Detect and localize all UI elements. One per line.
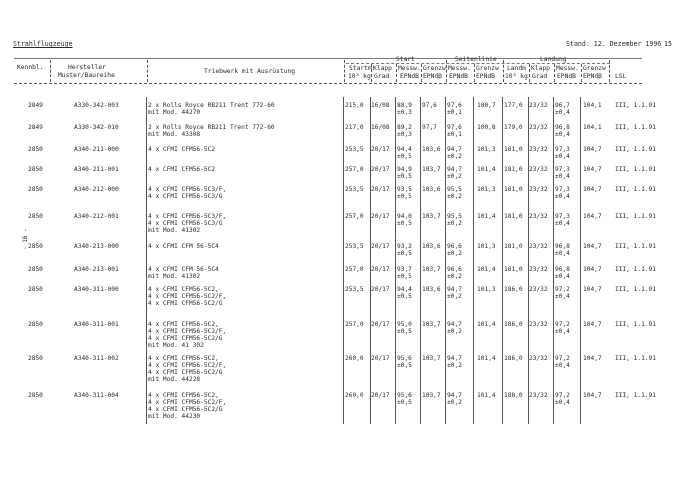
cell-muster: A340-311-002 (74, 355, 119, 362)
cell-klapp: 20/17 (371, 166, 390, 173)
cell-s-grenzw: 103,6 (422, 243, 441, 250)
cell-l-messw: 96,8 (555, 243, 570, 250)
hdr-divider (474, 64, 475, 82)
cell-l-tol: ±0,4 (555, 131, 570, 138)
cell-s-tol: ±0,3 (397, 109, 412, 116)
cell-triebwerk-line: 4 x CFMI CFM56-5C2, (148, 321, 219, 328)
cell-sl-messw: 94,7 (447, 286, 462, 293)
cell-s-tol: ±0,5 (397, 293, 412, 300)
cell-l-klapp: 23/32 (529, 321, 548, 328)
cell-sl-messw: 95,5 (447, 213, 462, 220)
col-hersteller-1: Hersteller (68, 64, 106, 71)
cell-lsl: III, 1.1.91 (615, 321, 656, 328)
col-triebwerk: Triebwerk mit Ausrüstung (204, 68, 295, 75)
cell-startm: 217,0 (345, 124, 364, 131)
cell-startm: 260,0 (345, 355, 364, 362)
cell-s-grenzw: 103,7 (422, 166, 441, 173)
header-bottom-rule (14, 83, 642, 84)
cell-s-tol: ±0,5 (397, 328, 412, 335)
cell-triebwerk-line: 4 x CFMI CFM56-5C3/F, (148, 186, 227, 193)
cell-sl-messw: 94,7 (447, 321, 462, 328)
cell-muster: A340-213-001 (74, 266, 119, 273)
cell-triebwerk-line: 4 x CFMI CFM56-5C2, (148, 355, 219, 362)
cell-s-messw: 93,7 (397, 266, 412, 273)
cell-s-tol: ±0,5 (397, 173, 412, 180)
cell-l-grenzw: 104,1 (583, 102, 602, 109)
cell-sl-grenzw: 101,4 (477, 213, 496, 220)
cell-sl-messw: 96,6 (447, 243, 462, 250)
cell-s-messw: 94,4 (397, 146, 412, 153)
col-lsl: LSL (615, 73, 627, 80)
cell-s-grenzw: 103,6 (422, 186, 441, 193)
cell-triebwerk-line: mit Mod. 41302 (148, 273, 201, 280)
cell-sl-messw: 94,7 (447, 392, 462, 399)
cell-startm: 257,0 (345, 166, 364, 173)
cell-kennbl: 2850 (28, 186, 43, 193)
cell-l-grenzw: 104,7 (583, 355, 602, 362)
cell-s-tol: ±0,5 (397, 273, 412, 280)
cell-l-tol: ±0,4 (555, 328, 570, 335)
cell-sl-messw: 94,7 (447, 355, 462, 362)
cell-triebwerk-line: mit Mod. 41302 (148, 227, 201, 234)
cell-sl-tol: ±0,2 (447, 362, 462, 369)
col-klapp-1: Klapp (373, 65, 392, 72)
cell-l-messw: 97,3 (555, 146, 570, 153)
cell-kennbl: 2850 (28, 266, 43, 273)
cell-s-grenzw: 103,7 (422, 392, 441, 399)
cell-triebwerk-line: 4 x CFMI CFM56-5C3/F, (148, 213, 227, 220)
cell-s-grenzw: 103,6 (422, 146, 441, 153)
cell-kennbl: 2850 (28, 286, 43, 293)
page-number: 15 (664, 40, 672, 48)
cell-l-klapp: 23/32 (529, 146, 548, 153)
hdr-divider (529, 64, 530, 82)
cell-kennbl: 2850 (28, 392, 43, 399)
cell-sl-grenzw: 100,8 (477, 124, 496, 131)
cell-l-grenzw: 104,7 (583, 243, 602, 250)
cell-l-messw: 97,3 (555, 186, 570, 193)
cell-l-tol: ±0,4 (555, 193, 570, 200)
cell-klapp: 20/17 (371, 213, 390, 220)
cell-sl-tol: ±0,2 (447, 173, 462, 180)
body-rule-startm (343, 97, 344, 424)
page-title: Strahlflugzeuge (13, 40, 73, 48)
cell-lsl: III, 1.1.91 (615, 146, 656, 153)
hdr-divider (371, 64, 372, 82)
body-rule-s-messw (395, 97, 396, 424)
body-rule-triebwerk (146, 97, 147, 424)
cell-triebwerk-line: 4 x CFMI CFM56-5C2/F, (148, 362, 227, 369)
cell-triebwerk-line: 4 x CFMI CFM56-5C2, (148, 286, 219, 293)
cell-lsl: III, 1.1.91 (615, 355, 656, 362)
cell-s-messw: 94,9 (397, 166, 412, 173)
cell-l-messw: 96,8 (555, 266, 570, 273)
cell-s-tol: ±0,5 (397, 399, 412, 406)
cell-muster: A340-213-000 (74, 243, 119, 250)
cell-muster: A340-212-001 (74, 213, 119, 220)
cell-l-grenzw: 104,7 (583, 266, 602, 273)
cell-landm: 181,0 (504, 213, 523, 220)
cell-l-messw: 97,2 (555, 286, 570, 293)
cell-landm: 188,0 (504, 392, 523, 399)
col-l-messw-2: EPNdB (557, 73, 576, 80)
cell-startm: 257,0 (345, 213, 364, 220)
cell-s-tol: ±0,5 (397, 362, 412, 369)
cell-l-grenzw: 104,7 (583, 392, 602, 399)
cell-landm: 181,0 (504, 166, 523, 173)
hdr-divider (446, 60, 447, 82)
cell-muster: A340-211-000 (74, 146, 119, 153)
cell-l-grenzw: 104,7 (583, 186, 602, 193)
cell-sl-messw: 97,6 (447, 102, 462, 109)
cell-startm: 253,5 (345, 146, 364, 153)
cell-landm: 177,0 (504, 102, 523, 109)
col-startm-2: 10³ kg (348, 73, 371, 80)
col-sl-messw-2: EPNdB (449, 73, 468, 80)
cell-l-messw: 96,7 (555, 102, 570, 109)
col-klapp-2: Grad (374, 73, 390, 80)
cell-lsl: III, 1.1.91 (615, 286, 656, 293)
cell-startm: 257,0 (345, 266, 364, 273)
group-start: Start (396, 56, 415, 63)
col-sl-grenzw-1: Grenzw (476, 65, 499, 72)
cell-l-grenzw: 104,1 (583, 124, 602, 131)
cell-l-klapp: 23/32 (529, 124, 548, 131)
cell-s-grenzw: 97,6 (422, 102, 437, 109)
cell-l-grenzw: 104,7 (583, 146, 602, 153)
body-rule-l-messw (553, 97, 554, 424)
cell-triebwerk-line: 4 x CFMI CFM56-5C3/G (148, 193, 223, 200)
col-sl-grenzw-2: EPNdB (476, 73, 495, 80)
cell-landm: 181,0 (504, 266, 523, 273)
cell-triebwerk-line: 2 x Rolls Royce RB211 Trent 772-60 (148, 124, 275, 131)
col-s-messw-1: Messw. (398, 65, 421, 72)
cell-startm: 260,0 (345, 392, 364, 399)
cell-sl-tol: ±0,2 (447, 328, 462, 335)
cell-sl-grenzw: 101,4 (477, 266, 496, 273)
cell-sl-grenzw: 101,4 (477, 355, 496, 362)
cell-sl-grenzw: 101,4 (477, 392, 496, 399)
col-landm-1: Landm (507, 65, 526, 72)
cell-klapp: 20/17 (371, 321, 390, 328)
cell-s-grenzw: 103,7 (422, 213, 441, 220)
cell-l-tol: ±0,4 (555, 250, 570, 257)
cell-s-messw: 95,6 (397, 392, 412, 399)
cell-s-grenzw: 103,7 (422, 266, 441, 273)
cell-l-klapp: 23/32 (529, 243, 548, 250)
cell-muster: A340-311-004 (74, 392, 119, 399)
cell-sl-tol: ±0,2 (447, 273, 462, 280)
cell-kennbl: 2849 (28, 102, 43, 109)
cell-klapp: 16/08 (371, 102, 390, 109)
col-hersteller-2: Muster/Baureihe (58, 72, 115, 79)
cell-l-klapp: 23/32 (529, 266, 548, 273)
cell-l-messw: 97,3 (555, 166, 570, 173)
cell-lsl: III, 1.1.91 (615, 213, 656, 220)
cell-s-tol: ±0,5 (397, 193, 412, 200)
cell-klapp: 20/17 (371, 286, 390, 293)
col-s-messw-2: EPNdB (400, 73, 419, 80)
cell-klapp: 20/17 (371, 146, 390, 153)
cell-l-klapp: 23/32 (529, 392, 548, 399)
cell-l-klapp: 23/32 (529, 166, 548, 173)
body-rule-sl-grenzw (473, 97, 474, 424)
cell-s-grenzw: 103,6 (422, 286, 441, 293)
hdr-divider (503, 60, 504, 82)
cell-sl-tol: ±0,2 (447, 293, 462, 300)
cell-sl-grenzw: 100,7 (477, 102, 496, 109)
cell-triebwerk-line: 4 x CFMI CFM56-5C2/F, (148, 399, 227, 406)
col-l-messw-1: Messw. (556, 65, 579, 72)
col-l-grenzw-1: Grenzw (583, 65, 606, 72)
cell-triebwerk-line: mit Mod. 41 302 (148, 342, 204, 349)
col-l-klapp-2: Grad (532, 73, 548, 80)
body-rule-l-grenzw (580, 97, 581, 424)
cell-triebwerk-line: mit Mod. 44230 (148, 413, 201, 420)
cell-lsl: III, 1.1.91 (615, 266, 656, 273)
cell-sl-grenzw: 101,3 (477, 146, 496, 153)
cell-landm: 181,0 (504, 146, 523, 153)
cell-triebwerk-line: 4 x CFMI CFM56-5C2, (148, 392, 219, 399)
cell-triebwerk-line: 4 x CFMI CFM56-5C2/F, (148, 293, 227, 300)
cell-lsl: III, 1.1.91 (615, 166, 656, 173)
col-l-klapp-1: Klapp (531, 65, 550, 72)
cell-triebwerk-line: 4 x CFMI CFM56-5C3/G (148, 220, 223, 227)
cell-klapp: 20/17 (371, 392, 390, 399)
cell-sl-messw: 95,5 (447, 186, 462, 193)
cell-s-messw: 88,9 (397, 102, 412, 109)
cell-muster: A340-311-000 (74, 286, 119, 293)
cell-triebwerk-line: 4 x CFMI CFM56-5C2 (148, 146, 216, 153)
cell-l-klapp: 23/32 (529, 102, 548, 109)
cell-s-messw: 94,4 (397, 286, 412, 293)
col-startm-1: Startm (349, 65, 372, 72)
cell-triebwerk-line: 4 x CFMI CFM 56-5C4 (148, 266, 219, 273)
cell-triebwerk-line: 4 x CFMI CFM56-5C2/G (148, 406, 223, 413)
cell-landm: 179,0 (504, 124, 523, 131)
cell-s-grenzw: 97,7 (422, 124, 437, 131)
cell-l-grenzw: 104,7 (583, 321, 602, 328)
cell-s-messw: 93,2 (397, 243, 412, 250)
cell-landm: 181,0 (504, 243, 523, 250)
cell-l-tol: ±0,4 (555, 109, 570, 116)
cell-triebwerk-line: 4 x CFMI CFM56-5C2/G (148, 335, 223, 342)
cell-klapp: 20/17 (371, 266, 390, 273)
cell-l-messw: 97,2 (555, 392, 570, 399)
cell-sl-messw: 94,7 (447, 166, 462, 173)
cell-s-tol: ±0,5 (397, 220, 412, 227)
cell-kennbl: 2850 (28, 213, 43, 220)
cell-s-messw: 95,6 (397, 355, 412, 362)
cell-s-messw: 95,0 (397, 321, 412, 328)
cell-startm: 253,5 (345, 286, 364, 293)
col-landm-2: 10³ kg (505, 73, 528, 80)
cell-l-tol: ±0,4 (555, 293, 570, 300)
cell-kennbl: 2850 (28, 243, 43, 250)
cell-triebwerk-line: mit Mod. 44270 (148, 109, 201, 116)
cell-landm: 186,0 (504, 321, 523, 328)
cell-kennbl: 2850 (28, 355, 43, 362)
col-sl-messw-1: Messw. (448, 65, 471, 72)
col-s-grenzw-1: Grenzw (423, 65, 446, 72)
cell-landm: 186,0 (504, 286, 523, 293)
cell-s-grenzw: 103,7 (422, 321, 441, 328)
cell-s-messw: 94,0 (397, 213, 412, 220)
hdr-divider (344, 60, 345, 82)
hdr-divider (421, 64, 422, 82)
cell-l-tol: ±0,4 (555, 362, 570, 369)
cell-sl-grenzw: 101,3 (477, 243, 496, 250)
cell-sl-grenzw: 101,4 (477, 321, 496, 328)
group-rule (346, 63, 610, 64)
cell-s-grenzw: 103,7 (422, 355, 441, 362)
cell-triebwerk-line: mit Mod. 43308 (148, 131, 201, 138)
cell-sl-grenzw: 101,3 (477, 286, 496, 293)
cell-s-tol: ±0,3 (397, 131, 412, 138)
cell-klapp: 20/17 (371, 243, 390, 250)
cell-sl-tol: ±0,1 (447, 131, 462, 138)
cell-sl-grenzw: 101,4 (477, 166, 496, 173)
cell-kennbl: 2850 (28, 321, 43, 328)
cell-kennbl: 2849 (28, 124, 43, 131)
stand-date: Stand: 12. Dezember 1996 (566, 40, 662, 48)
hdr-divider (396, 64, 397, 82)
cell-landm: 186,0 (504, 355, 523, 362)
cell-sl-grenzw: 101,3 (477, 186, 496, 193)
hdr-divider (609, 60, 610, 82)
cell-lsl: III, 1.1.91 (615, 186, 656, 193)
side-page-mark: - 16 - (22, 228, 29, 250)
cell-muster: A340-311-001 (74, 321, 119, 328)
cell-triebwerk-line: 4 x CFMI CFM56-5C2/G (148, 300, 223, 307)
cell-s-messw: 93,5 (397, 186, 412, 193)
cell-klapp: 20/17 (371, 186, 390, 193)
cell-sl-tol: ±0,2 (447, 193, 462, 200)
col-kennbl: Kennbl. (17, 64, 44, 71)
body-rule-landm (502, 97, 503, 424)
cell-sl-tol: ±0,2 (447, 220, 462, 227)
cell-l-klapp: 23/32 (529, 213, 548, 220)
cell-triebwerk-line: 4 x CFMI CFM56-5C2/F, (148, 328, 227, 335)
cell-muster: A330-342-010 (74, 124, 119, 131)
cell-kennbl: 2850 (28, 166, 43, 173)
cell-lsl: III, 1.1.91 (615, 243, 656, 250)
cell-triebwerk-line: 4 x CFMI CFM 56-5C4 (148, 243, 219, 250)
cell-muster: A340-212-000 (74, 186, 119, 193)
cell-triebwerk-line: mit Mod. 44228 (148, 376, 201, 383)
cell-s-messw: 89,2 (397, 124, 412, 131)
hdr-divider (50, 60, 51, 82)
body-rule-sl-messw (445, 97, 446, 424)
cell-l-tol: ±0,4 (555, 399, 570, 406)
group-seitenlinie: Seitenlinie (455, 56, 497, 63)
cell-sl-tol: ±0,2 (447, 399, 462, 406)
cell-l-grenzw: 104,7 (583, 286, 602, 293)
cell-sl-tol: ±0,2 (447, 153, 462, 160)
cell-l-tol: ±0,4 (555, 220, 570, 227)
cell-s-tol: ±0,5 (397, 153, 412, 160)
cell-triebwerk-line: 4 x CFMI CFM56-5C2/G (148, 369, 223, 376)
cell-startm: 253,5 (345, 243, 364, 250)
hdr-divider (554, 64, 555, 82)
cell-lsl: III, 1.1.91 (615, 392, 656, 399)
cell-startm: 257,0 (345, 321, 364, 328)
cell-l-klapp: 23/32 (529, 286, 548, 293)
hdr-divider (147, 60, 148, 82)
hdr-divider (581, 64, 582, 82)
cell-kennbl: 2850 (28, 146, 43, 153)
cell-startm: 253,5 (345, 186, 364, 193)
cell-l-messw: 97,3 (555, 213, 570, 220)
cell-triebwerk-line: 4 x CFMI CFM56-5C2 (148, 166, 216, 173)
cell-l-messw: 96,8 (555, 124, 570, 131)
cell-l-messw: 97,2 (555, 321, 570, 328)
cell-muster: A330-342-003 (74, 102, 119, 109)
cell-sl-messw: 97,6 (447, 124, 462, 131)
cell-sl-tol: ±0,2 (447, 250, 462, 257)
cell-sl-tol: ±0,1 (447, 109, 462, 116)
cell-klapp: 16/08 (371, 124, 390, 131)
col-s-grenzw-2: EPNdB (423, 73, 442, 80)
col-l-grenzw-2: EPNdB (583, 73, 602, 80)
cell-l-tol: ±0,4 (555, 173, 570, 180)
cell-l-klapp: 23/32 (529, 186, 548, 193)
cell-s-tol: ±0,5 (397, 250, 412, 257)
cell-sl-messw: 96,6 (447, 266, 462, 273)
cell-l-grenzw: 104,7 (583, 166, 602, 173)
cell-l-grenzw: 104,7 (583, 213, 602, 220)
cell-l-tol: ±0,4 (555, 273, 570, 280)
cell-muster: A340-211-001 (74, 166, 119, 173)
cell-l-klapp: 23/32 (529, 355, 548, 362)
cell-l-tol: ±0,4 (555, 153, 570, 160)
group-landung: Landung (540, 56, 567, 63)
cell-landm: 181,0 (504, 186, 523, 193)
cell-klapp: 20/17 (371, 355, 390, 362)
cell-l-messw: 97,2 (555, 355, 570, 362)
cell-lsl: III, 1.1.91 (615, 102, 656, 109)
cell-sl-messw: 94,7 (447, 146, 462, 153)
cell-startm: 215,0 (345, 102, 364, 109)
body-rule-s-grenzw (420, 97, 421, 424)
cell-triebwerk-line: 2 x Rolls Royce RB211 Trent 772-60 (148, 102, 275, 109)
cell-lsl: III, 1.1.91 (615, 124, 656, 131)
